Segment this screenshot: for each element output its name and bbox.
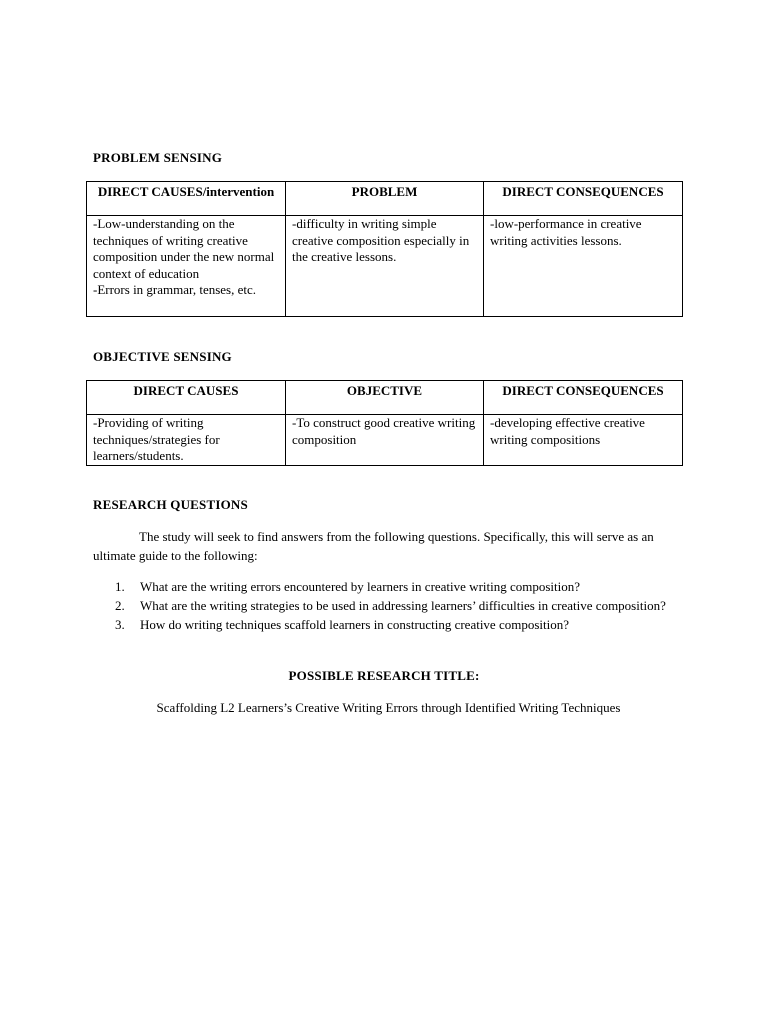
cell-direct-consequences: -low-performance in creative writing activities lessons.	[484, 216, 683, 317]
question-number: 2.	[115, 598, 125, 613]
question-text: What are the writing errors encountered by learners in creative writing composition?	[140, 579, 581, 594]
column-header-direct-consequences: DIRECT CONSEQUENCES	[484, 381, 683, 415]
column-header-direct-causes: DIRECT CAUSES/intervention	[87, 182, 286, 216]
table-row	[87, 415, 683, 466]
possible-research-title-heading: POSSIBLE RESEARCH TITLE:	[288, 668, 480, 683]
list-item	[93, 596, 683, 615]
question-text: What are the writing strategies to be used in addressing learners’ difficulties in creative composition?	[140, 598, 666, 613]
research-questions-intro: The study will seek to find answers from the following questions. Specifically, this will serve as an ultimate guide to the following:	[93, 529, 654, 563]
column-header-objective: OBJECTIVE	[286, 381, 484, 415]
problem-sensing-table	[86, 181, 683, 317]
cell-direct-causes: -Low-understanding on the techniques of writing creative composition under the new normal context of education -Errors in grammar, tenses, etc.	[87, 216, 286, 317]
table-row	[87, 216, 683, 317]
column-header-direct-consequences: DIRECT CONSEQUENCES	[484, 182, 683, 216]
cell-direct-consequences: -developing effective creative writing compositions	[484, 415, 683, 466]
cell-problem: -difficulty in writing simple creative composition especially in the creative lessons.	[286, 216, 484, 317]
column-header-problem: PROBLEM	[286, 182, 484, 216]
column-header-direct-causes: DIRECT CAUSES	[87, 381, 286, 415]
table-header-row	[87, 182, 683, 216]
cell-direct-causes: -Providing of writing techniques/strategies for learners/students.	[87, 415, 286, 466]
question-number: 3.	[115, 617, 125, 632]
cell-objective: -To construct good creative writing composition	[286, 415, 484, 466]
research-questions-heading: RESEARCH QUESTIONS	[93, 497, 248, 512]
list-item	[93, 615, 683, 634]
possible-research-title-text: Scaffolding L2 Learners’s Creative Writing Errors through Identified Writing Techniques	[156, 700, 621, 715]
list-item	[93, 577, 683, 596]
table-header-row	[87, 381, 683, 415]
objective-sensing-table	[86, 380, 683, 466]
question-number: 1.	[115, 579, 125, 594]
question-text: How do writing techniques scaffold learners in constructing creative composition?	[140, 617, 569, 632]
objective-sensing-heading: OBJECTIVE SENSING	[93, 349, 232, 364]
problem-sensing-heading: PROBLEM SENSING	[93, 150, 223, 165]
research-questions-list	[93, 577, 683, 634]
